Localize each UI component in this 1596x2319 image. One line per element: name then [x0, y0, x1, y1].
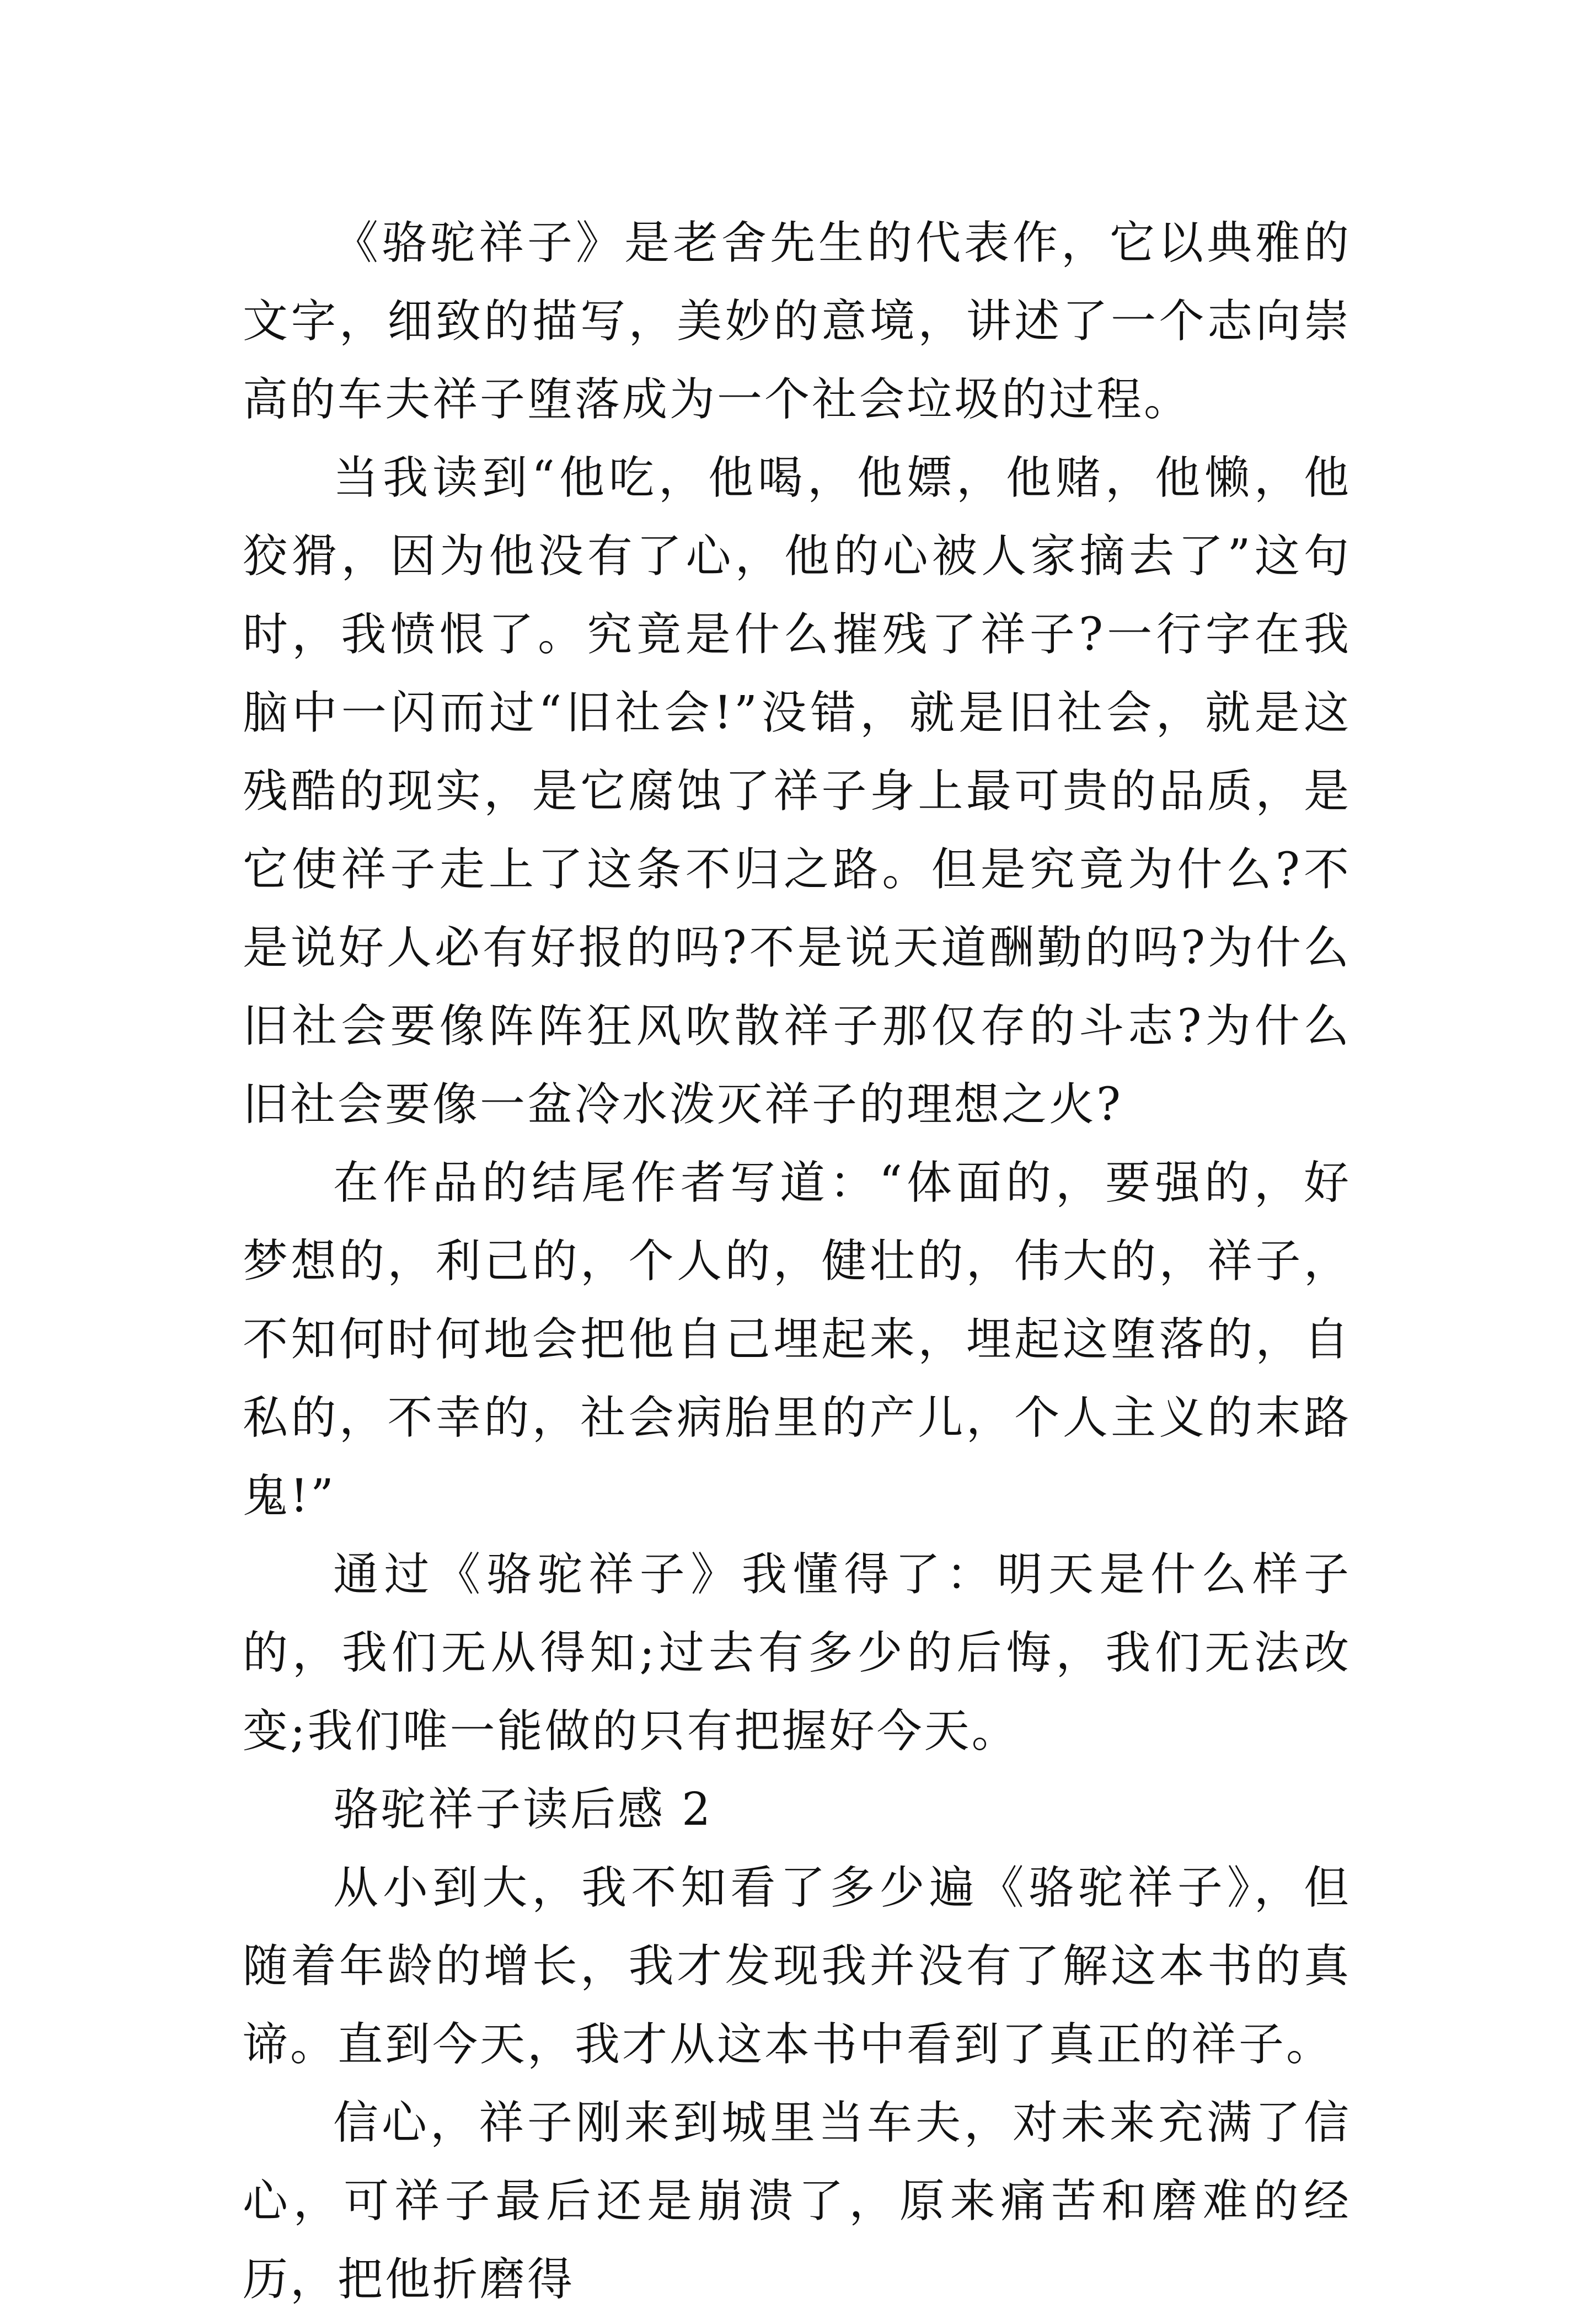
document-body [243, 204, 1351, 2319]
section-heading: 骆驼祥子读后感 2 [333, 1783, 713, 1836]
paragraph-section2-intro: 从小到大，我不知看了多少遍《骆驼祥子》，但随着年龄的增长，我才发现我并没有了解这本书的真谛。直到今天，我才从这本书中看到了真正的祥子。 [243, 1862, 1351, 2071]
paragraph-reflection: 当我读到“他吃，他喝，他嫖，他赌，他懒，他狡猾，因为他没有了心，他的心被人家摘去了”这句时，我愤恨了。究竟是什么摧残了祥子?一行字在我脑中一闪而过“旧社会!”没错，就是旧社会，就是这残酷的现实，是它腐蚀了祥子身上最可贵的品质，是它使祥子走上了这条不归之路。但是究竟为什么?不是说好人必有好报的吗?不是说天道酬勤的吗?为什么旧社会要像阵阵狂风吹散祥子那仅存的斗志?为什么旧社会要像一盆冷水泼灭祥子的理想之火? [243, 452, 1351, 1131]
paragraph-intro: 《骆驼祥子》是老舍先生的代表作，它以典雅的文字，细致的描写，美妙的意境，讲述了一个志向崇高的车夫祥子堕落成为一个社会垃圾的过程。 [243, 217, 1351, 426]
paragraph-lesson: 通过《骆驼祥子》我懂得了：明天是什么样子的，我们无从得知;过去有多少的后悔，我们无法改变;我们唯一能做的只有把握好今天。 [243, 1548, 1351, 1757]
paragraph-ending-quote: 在作品的结尾作者写道：“体面的，要强的，好梦想的，利己的，个人的，健壮的，伟大的，祥子，不知何时何地会把他自己埋起来，埋起这堕落的，自私的，不幸的，社会病胎里的产儿，个人主义的末路鬼!” [243, 1157, 1351, 1522]
paragraph-section2-confidence: 信心，祥子刚来到城里当车夫，对未来充满了信心，可祥子最后还是崩溃了，原来痛苦和磨难的经历，把他折磨得 [243, 2097, 1351, 2306]
